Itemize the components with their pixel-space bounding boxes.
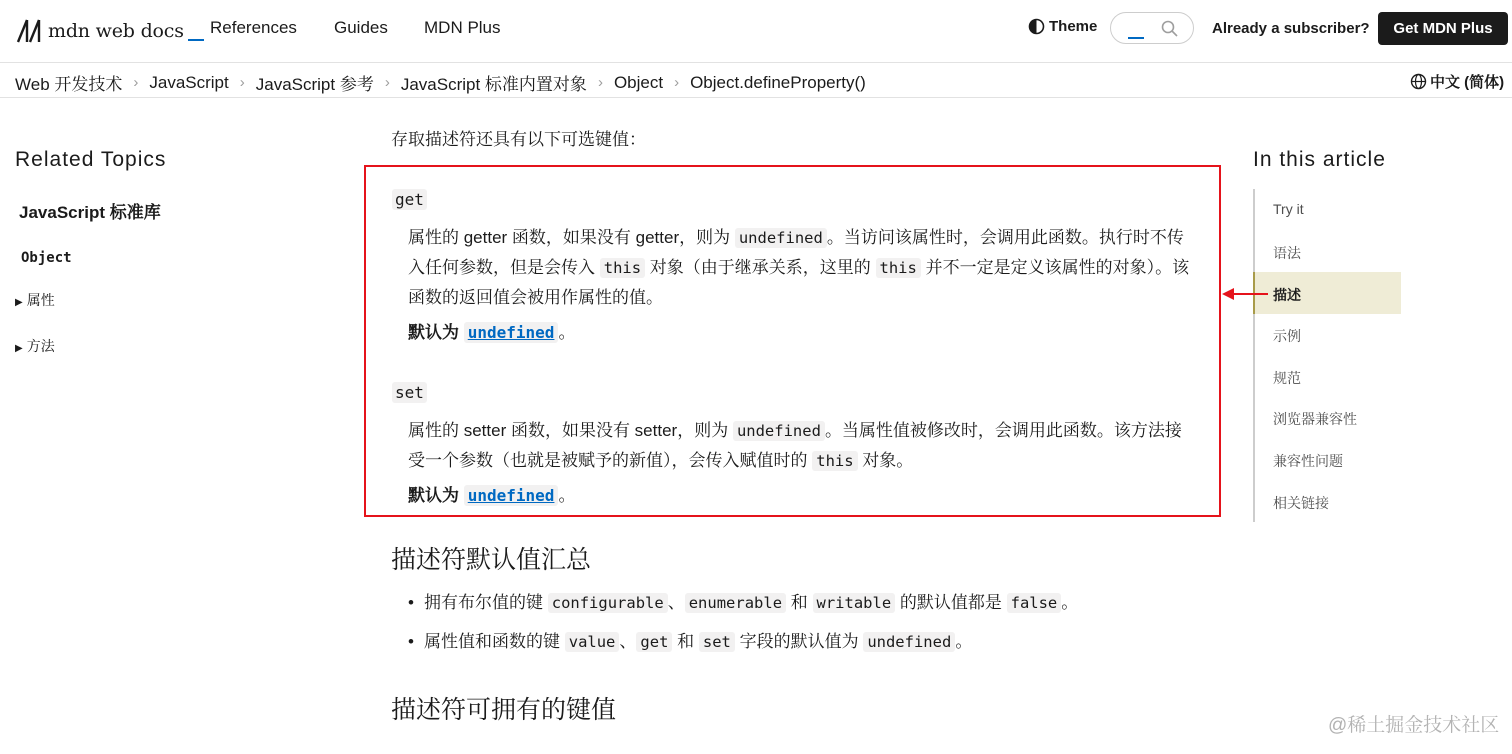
code-this: this bbox=[812, 451, 857, 471]
sidebar-library-link[interactable]: JavaScript 标准库 bbox=[19, 203, 161, 222]
code-set: set bbox=[699, 632, 735, 652]
heading-keys: 描述符可拥有的键值 bbox=[391, 696, 617, 724]
toc-item-try-it[interactable]: Try it bbox=[1273, 201, 1304, 217]
code-this: this bbox=[876, 258, 921, 278]
code-this: this bbox=[600, 258, 645, 278]
breadcrumb-item[interactable]: Object bbox=[613, 72, 664, 92]
term-set: set bbox=[392, 382, 427, 403]
nav-guides[interactable]: Guides bbox=[334, 18, 388, 37]
chevron-right-icon: › bbox=[597, 74, 603, 91]
subscriber-link[interactable]: Already a subscriber? bbox=[1212, 20, 1370, 37]
top-header bbox=[0, 0, 1512, 63]
theme-icon bbox=[1028, 18, 1045, 35]
breadcrumb-bar bbox=[0, 63, 1512, 98]
search-icon[interactable] bbox=[1160, 19, 1180, 39]
breadcrumb-item[interactable]: JavaScript bbox=[149, 72, 229, 92]
text: 和 bbox=[786, 593, 813, 612]
defaults-list bbox=[408, 588, 1078, 666]
watermark: @稀土掘金技术社区 bbox=[1328, 715, 1500, 736]
code-false: false bbox=[1007, 593, 1062, 613]
language-label: 中文 (简体) bbox=[1430, 74, 1505, 91]
text: 属性的 getter 函数，如果没有 getter，则为 bbox=[408, 228, 735, 247]
text: 和 bbox=[672, 632, 699, 651]
toc-item-description[interactable]: 描述 bbox=[1273, 287, 1301, 303]
breadcrumb-item[interactable]: JavaScript 参考 bbox=[255, 75, 374, 94]
text: 属性值和函数的键 bbox=[424, 632, 565, 651]
chevron-right-icon: › bbox=[239, 74, 245, 91]
code-configurable: configurable bbox=[548, 593, 668, 613]
code-value: value bbox=[565, 632, 620, 652]
toc-item-syntax[interactable]: 语法 bbox=[1273, 245, 1301, 261]
get-default bbox=[408, 318, 575, 343]
code-undefined: undefined bbox=[863, 632, 955, 652]
sidebar-title: Related Topics bbox=[15, 148, 167, 171]
text: 拥有布尔值的键 bbox=[424, 593, 548, 612]
language-switcher[interactable] bbox=[1410, 71, 1504, 92]
text: 的默认值都是 bbox=[895, 593, 1007, 612]
sidebar-item-label: 方法 bbox=[26, 338, 55, 354]
code-enumerable: enumerable bbox=[685, 593, 786, 613]
text: 对象。 bbox=[857, 451, 914, 470]
breadcrumb bbox=[15, 70, 866, 95]
set-description bbox=[408, 416, 1208, 476]
term-get: get bbox=[392, 189, 427, 210]
text: 。 bbox=[558, 486, 576, 505]
chevron-right-icon: › bbox=[133, 74, 139, 91]
code-get: get bbox=[636, 632, 672, 652]
globe-icon bbox=[1410, 73, 1427, 90]
text: 、 bbox=[619, 632, 637, 651]
set-default bbox=[408, 481, 575, 506]
search-input[interactable] bbox=[1110, 12, 1194, 44]
toc-title: In this article bbox=[1253, 148, 1386, 171]
get-description bbox=[408, 223, 1208, 313]
list-item bbox=[408, 627, 1078, 666]
toc-item-examples[interactable]: 示例 bbox=[1273, 328, 1301, 344]
code-undefined: undefined bbox=[733, 421, 825, 441]
text: 对象（由于继承关系，这里的 bbox=[645, 258, 876, 277]
arrow-left-icon bbox=[1222, 287, 1270, 301]
sidebar-item-methods[interactable] bbox=[15, 336, 55, 356]
text: 、 bbox=[667, 593, 685, 612]
sidebar-item-label: 属性 bbox=[26, 292, 55, 308]
text: 。 bbox=[955, 632, 973, 651]
text: 属性的 setter 函数，如果没有 setter，则为 bbox=[408, 421, 733, 440]
heading-defaults: 描述符默认值汇总 bbox=[391, 546, 592, 574]
intro-text: 存取描述符还具有以下可选键值： bbox=[391, 130, 646, 149]
search-cursor bbox=[1128, 37, 1144, 39]
text: 函数的返回值会被用作属性的值。 bbox=[408, 288, 663, 307]
breadcrumb-item[interactable]: Web 开发技术 bbox=[15, 75, 123, 94]
breadcrumb-item[interactable]: JavaScript 标准内置对象 bbox=[400, 75, 587, 94]
nav-references[interactable]: References bbox=[210, 18, 297, 37]
chevron-right-icon: › bbox=[384, 74, 390, 91]
text: 。 bbox=[558, 323, 576, 342]
sidebar-item-properties[interactable] bbox=[15, 290, 55, 310]
breadcrumb-current[interactable]: Object.defineProperty() bbox=[690, 72, 866, 92]
text: 。 bbox=[1061, 593, 1079, 612]
code-undefined: undefined bbox=[735, 228, 827, 248]
mdn-logo-icon bbox=[14, 18, 44, 44]
text: 。当属性值被修改时，会调用此函数。该方法接 bbox=[824, 421, 1182, 440]
logo-text: mdn web docs bbox=[48, 20, 184, 42]
nav-mdn-plus[interactable]: MDN Plus bbox=[424, 18, 501, 37]
get-mdn-plus-button[interactable]: Get MDN Plus bbox=[1378, 12, 1508, 45]
default-label: 默认为 bbox=[408, 323, 464, 342]
logo-underscore bbox=[188, 39, 204, 41]
caret-right-icon: ▶ bbox=[15, 297, 23, 308]
caret-right-icon: ▶ bbox=[15, 343, 23, 354]
theme-label: Theme bbox=[1049, 18, 1098, 35]
toc-item-specifications[interactable]: 规范 bbox=[1273, 370, 1301, 386]
list-item bbox=[408, 588, 1078, 627]
theme-switcher[interactable] bbox=[1028, 18, 1097, 35]
default-label: 默认为 bbox=[408, 486, 464, 505]
chevron-right-icon: › bbox=[674, 74, 680, 91]
toc-rail bbox=[1253, 189, 1255, 522]
undefined-link[interactable]: undefined bbox=[464, 322, 559, 343]
toc-item-browser-compat[interactable]: 浏览器兼容性 bbox=[1273, 411, 1357, 427]
undefined-link[interactable]: undefined bbox=[464, 485, 559, 506]
toc-item-compat-notes[interactable]: 兼容性问题 bbox=[1273, 453, 1343, 469]
text: 。当访问该属性时，会调用此函数。执行时不传 bbox=[826, 228, 1184, 247]
sidebar-object-label: Object bbox=[21, 250, 72, 266]
text: 受一个参数（也就是被赋予的新值），会传入赋值时的 bbox=[408, 451, 813, 470]
text: 入任何参数，但是会传入 bbox=[408, 258, 600, 277]
mdn-logo[interactable] bbox=[14, 14, 204, 48]
text: 字段的默认值为 bbox=[734, 632, 864, 651]
text: 并不一定是定义该属性的对象）。该 bbox=[920, 258, 1190, 277]
code-writable: writable bbox=[813, 593, 896, 613]
toc-item-see-also[interactable]: 相关链接 bbox=[1273, 495, 1329, 511]
